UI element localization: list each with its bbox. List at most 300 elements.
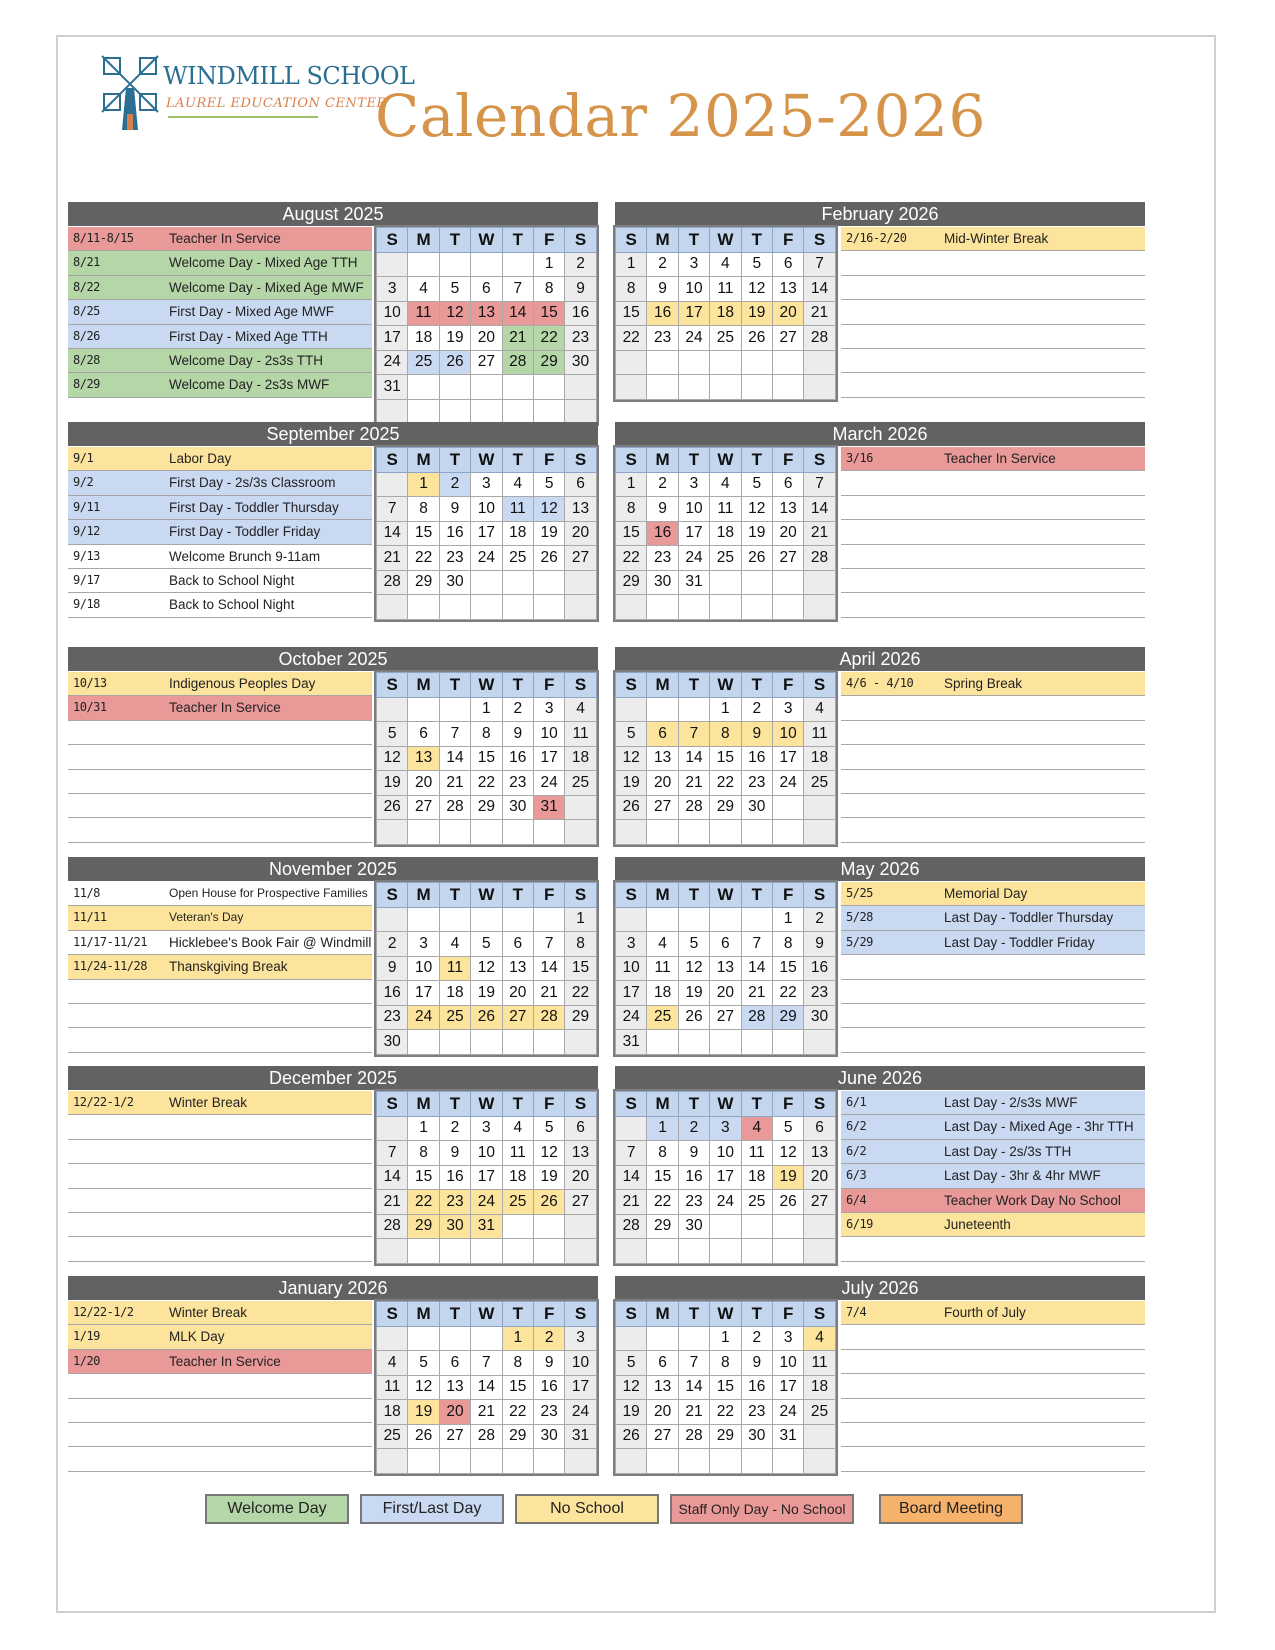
day-cell[interactable]: 19	[741, 301, 772, 326]
day-cell[interactable]: 19	[439, 326, 470, 351]
day-cell[interactable]: 9	[647, 277, 678, 302]
day-cell[interactable]	[439, 375, 470, 400]
day-cell[interactable]: 11	[377, 1375, 408, 1400]
day-cell[interactable]: 6	[565, 472, 596, 497]
day-cell[interactable]	[471, 399, 502, 424]
day-cell[interactable]	[616, 1239, 647, 1264]
day-cell[interactable]: 19	[471, 981, 502, 1006]
day-cell[interactable]: 30	[377, 1030, 408, 1055]
day-cell[interactable]	[502, 570, 533, 595]
day-cell[interactable]	[471, 375, 502, 400]
day-cell[interactable]: 26	[616, 795, 647, 820]
day-cell[interactable]: 20	[804, 1165, 835, 1190]
day-cell[interactable]	[533, 907, 564, 932]
day-cell[interactable]: 20	[565, 1165, 596, 1190]
day-cell[interactable]	[439, 1239, 470, 1264]
day-cell[interactable]	[533, 1214, 564, 1239]
day-cell[interactable]: 23	[439, 1190, 470, 1215]
day-cell[interactable]: 14	[678, 1375, 709, 1400]
day-cell[interactable]: 18	[710, 301, 741, 326]
day-cell[interactable]	[502, 1214, 533, 1239]
day-cell[interactable]: 11	[502, 497, 533, 522]
day-cell[interactable]: 18	[502, 521, 533, 546]
day-cell[interactable]: 30	[502, 795, 533, 820]
day-cell[interactable]	[439, 252, 470, 277]
day-cell[interactable]: 13	[565, 497, 596, 522]
day-cell[interactable]: 22	[471, 771, 502, 796]
day-cell[interactable]: 21	[616, 1190, 647, 1215]
day-cell[interactable]: 13	[408, 746, 439, 771]
day-cell[interactable]	[741, 1030, 772, 1055]
day-cell[interactable]	[533, 1449, 564, 1474]
day-cell[interactable]: 24	[678, 326, 709, 351]
day-cell[interactable]: 5	[439, 277, 470, 302]
day-cell[interactable]	[678, 1449, 709, 1474]
day-cell[interactable]: 18	[741, 1165, 772, 1190]
day-cell[interactable]: 21	[377, 1190, 408, 1215]
day-cell[interactable]: 27	[439, 1424, 470, 1449]
day-cell[interactable]: 12	[377, 746, 408, 771]
day-cell[interactable]	[502, 375, 533, 400]
day-cell[interactable]: 15	[502, 1375, 533, 1400]
day-cell[interactable]: 5	[377, 722, 408, 747]
day-cell[interactable]	[377, 820, 408, 845]
day-cell[interactable]	[533, 399, 564, 424]
day-cell[interactable]: 3	[565, 1326, 596, 1351]
day-cell[interactable]: 7	[377, 1141, 408, 1166]
day-cell[interactable]	[565, 1449, 596, 1474]
day-cell[interactable]: 3	[377, 277, 408, 302]
day-cell[interactable]	[647, 1239, 678, 1264]
day-cell[interactable]	[533, 375, 564, 400]
day-cell[interactable]	[710, 820, 741, 845]
day-cell[interactable]: 23	[439, 546, 470, 571]
day-cell[interactable]: 10	[471, 1141, 502, 1166]
day-cell[interactable]: 27	[565, 546, 596, 571]
day-cell[interactable]: 9	[502, 722, 533, 747]
day-cell[interactable]: 21	[804, 521, 835, 546]
day-cell[interactable]	[616, 820, 647, 845]
day-cell[interactable]: 4	[804, 697, 835, 722]
day-cell[interactable]	[741, 350, 772, 375]
day-cell[interactable]: 24	[471, 1190, 502, 1215]
day-cell[interactable]	[533, 595, 564, 620]
day-cell[interactable]: 20	[439, 1400, 470, 1425]
day-cell[interactable]: 30	[741, 795, 772, 820]
day-cell[interactable]	[678, 1326, 709, 1351]
day-cell[interactable]	[647, 1030, 678, 1055]
day-cell[interactable]	[408, 252, 439, 277]
day-cell[interactable]: 7	[678, 1351, 709, 1376]
day-cell[interactable]: 10	[408, 956, 439, 981]
day-cell[interactable]: 30	[678, 1214, 709, 1239]
day-cell[interactable]: 26	[772, 1190, 803, 1215]
day-cell[interactable]: 18	[439, 981, 470, 1006]
day-cell[interactable]: 13	[565, 1141, 596, 1166]
day-cell[interactable]: 4	[502, 472, 533, 497]
day-cell[interactable]	[772, 1239, 803, 1264]
day-cell[interactable]	[502, 1449, 533, 1474]
day-cell[interactable]: 8	[408, 497, 439, 522]
day-cell[interactable]: 30	[741, 1424, 772, 1449]
day-cell[interactable]: 6	[804, 1116, 835, 1141]
day-cell[interactable]: 29	[502, 1424, 533, 1449]
day-cell[interactable]: 12	[471, 956, 502, 981]
day-cell[interactable]: 20	[565, 521, 596, 546]
day-cell[interactable]: 29	[772, 1005, 803, 1030]
day-cell[interactable]: 28	[377, 570, 408, 595]
day-cell[interactable]	[678, 697, 709, 722]
day-cell[interactable]	[678, 350, 709, 375]
day-cell[interactable]	[804, 1239, 835, 1264]
day-cell[interactable]: 1	[408, 472, 439, 497]
day-cell[interactable]: 12	[772, 1141, 803, 1166]
day-cell[interactable]: 17	[408, 981, 439, 1006]
day-cell[interactable]	[377, 1326, 408, 1351]
day-cell[interactable]	[408, 1326, 439, 1351]
day-cell[interactable]: 12	[616, 1375, 647, 1400]
day-cell[interactable]: 1	[471, 697, 502, 722]
day-cell[interactable]: 2	[377, 932, 408, 957]
day-cell[interactable]: 2	[647, 472, 678, 497]
day-cell[interactable]: 11	[502, 1141, 533, 1166]
day-cell[interactable]: 30	[647, 570, 678, 595]
day-cell[interactable]: 22	[533, 326, 564, 351]
day-cell[interactable]: 1	[772, 907, 803, 932]
day-cell[interactable]	[772, 1030, 803, 1055]
day-cell[interactable]	[772, 595, 803, 620]
day-cell[interactable]	[741, 375, 772, 400]
day-cell[interactable]: 25	[647, 1005, 678, 1030]
day-cell[interactable]: 12	[533, 497, 564, 522]
day-cell[interactable]: 13	[772, 277, 803, 302]
day-cell[interactable]: 18	[710, 521, 741, 546]
day-cell[interactable]: 4	[377, 1351, 408, 1376]
day-cell[interactable]: 6	[772, 472, 803, 497]
day-cell[interactable]	[741, 1449, 772, 1474]
day-cell[interactable]	[377, 399, 408, 424]
day-cell[interactable]: 11	[439, 956, 470, 981]
day-cell[interactable]	[377, 697, 408, 722]
day-cell[interactable]: 16	[647, 301, 678, 326]
day-cell[interactable]	[710, 1030, 741, 1055]
day-cell[interactable]	[471, 1030, 502, 1055]
day-cell[interactable]: 24	[772, 771, 803, 796]
day-cell[interactable]: 8	[710, 1351, 741, 1376]
day-cell[interactable]: 7	[804, 252, 835, 277]
day-cell[interactable]: 4	[565, 697, 596, 722]
day-cell[interactable]: 16	[377, 981, 408, 1006]
day-cell[interactable]: 23	[533, 1400, 564, 1425]
day-cell[interactable]: 9	[565, 277, 596, 302]
day-cell[interactable]: 16	[741, 1375, 772, 1400]
day-cell[interactable]	[804, 795, 835, 820]
day-cell[interactable]: 6	[647, 1351, 678, 1376]
day-cell[interactable]: 10	[471, 497, 502, 522]
day-cell[interactable]	[616, 375, 647, 400]
day-cell[interactable]	[439, 1449, 470, 1474]
day-cell[interactable]: 28	[678, 795, 709, 820]
day-cell[interactable]: 14	[377, 521, 408, 546]
day-cell[interactable]: 26	[533, 1190, 564, 1215]
day-cell[interactable]: 28	[439, 795, 470, 820]
day-cell[interactable]: 3	[471, 472, 502, 497]
day-cell[interactable]: 26	[377, 795, 408, 820]
day-cell[interactable]: 30	[439, 570, 470, 595]
day-cell[interactable]	[710, 570, 741, 595]
day-cell[interactable]: 4	[741, 1116, 772, 1141]
day-cell[interactable]: 14	[804, 497, 835, 522]
day-cell[interactable]: 3	[533, 697, 564, 722]
day-cell[interactable]	[772, 795, 803, 820]
day-cell[interactable]	[647, 820, 678, 845]
day-cell[interactable]: 21	[678, 1400, 709, 1425]
day-cell[interactable]: 25	[804, 1400, 835, 1425]
day-cell[interactable]: 19	[616, 1400, 647, 1425]
day-cell[interactable]: 25	[502, 1190, 533, 1215]
day-cell[interactable]: 12	[616, 746, 647, 771]
day-cell[interactable]: 16	[678, 1165, 709, 1190]
day-cell[interactable]: 18	[565, 746, 596, 771]
day-cell[interactable]	[772, 570, 803, 595]
day-cell[interactable]: 9	[647, 497, 678, 522]
day-cell[interactable]: 17	[533, 746, 564, 771]
day-cell[interactable]: 27	[647, 1424, 678, 1449]
day-cell[interactable]	[710, 907, 741, 932]
day-cell[interactable]: 14	[678, 746, 709, 771]
day-cell[interactable]: 23	[502, 771, 533, 796]
day-cell[interactable]	[804, 1214, 835, 1239]
day-cell[interactable]: 26	[439, 350, 470, 375]
day-cell[interactable]: 2	[533, 1326, 564, 1351]
day-cell[interactable]: 17	[710, 1165, 741, 1190]
day-cell[interactable]: 22	[616, 326, 647, 351]
day-cell[interactable]: 18	[804, 1375, 835, 1400]
day-cell[interactable]	[772, 820, 803, 845]
day-cell[interactable]: 13	[439, 1375, 470, 1400]
day-cell[interactable]: 5	[616, 722, 647, 747]
day-cell[interactable]: 9	[804, 932, 835, 957]
day-cell[interactable]: 19	[772, 1165, 803, 1190]
day-cell[interactable]: 2	[439, 1116, 470, 1141]
day-cell[interactable]: 6	[772, 252, 803, 277]
day-cell[interactable]	[408, 595, 439, 620]
day-cell[interactable]: 23	[565, 326, 596, 351]
day-cell[interactable]	[804, 1424, 835, 1449]
day-cell[interactable]: 16	[565, 301, 596, 326]
day-cell[interactable]: 21	[678, 771, 709, 796]
day-cell[interactable]: 3	[678, 252, 709, 277]
day-cell[interactable]: 15	[772, 956, 803, 981]
day-cell[interactable]	[439, 595, 470, 620]
day-cell[interactable]: 6	[502, 932, 533, 957]
day-cell[interactable]	[710, 350, 741, 375]
day-cell[interactable]	[439, 907, 470, 932]
day-cell[interactable]: 18	[502, 1165, 533, 1190]
day-cell[interactable]	[502, 907, 533, 932]
day-cell[interactable]: 9	[377, 956, 408, 981]
day-cell[interactable]: 24	[533, 771, 564, 796]
day-cell[interactable]	[408, 1030, 439, 1055]
day-cell[interactable]: 7	[502, 277, 533, 302]
day-cell[interactable]: 12	[439, 301, 470, 326]
day-cell[interactable]	[471, 1239, 502, 1264]
day-cell[interactable]: 1	[408, 1116, 439, 1141]
day-cell[interactable]: 5	[741, 472, 772, 497]
day-cell[interactable]: 15	[616, 521, 647, 546]
day-cell[interactable]: 25	[408, 350, 439, 375]
day-cell[interactable]: 19	[377, 771, 408, 796]
day-cell[interactable]	[710, 595, 741, 620]
day-cell[interactable]: 26	[408, 1424, 439, 1449]
day-cell[interactable]	[616, 1116, 647, 1141]
day-cell[interactable]	[565, 1239, 596, 1264]
day-cell[interactable]: 15	[471, 746, 502, 771]
day-cell[interactable]: 28	[804, 546, 835, 571]
day-cell[interactable]: 29	[710, 1424, 741, 1449]
day-cell[interactable]: 5	[533, 472, 564, 497]
day-cell[interactable]: 22	[408, 546, 439, 571]
day-cell[interactable]: 10	[678, 277, 709, 302]
day-cell[interactable]: 21	[533, 981, 564, 1006]
day-cell[interactable]	[471, 252, 502, 277]
day-cell[interactable]: 14	[804, 277, 835, 302]
day-cell[interactable]	[408, 399, 439, 424]
day-cell[interactable]	[741, 1214, 772, 1239]
day-cell[interactable]: 13	[772, 497, 803, 522]
day-cell[interactable]: 11	[710, 497, 741, 522]
day-cell[interactable]	[565, 570, 596, 595]
day-cell[interactable]: 26	[471, 1005, 502, 1030]
day-cell[interactable]: 17	[377, 326, 408, 351]
day-cell[interactable]: 14	[377, 1165, 408, 1190]
day-cell[interactable]: 5	[616, 1351, 647, 1376]
day-cell[interactable]	[565, 1030, 596, 1055]
day-cell[interactable]: 7	[804, 472, 835, 497]
day-cell[interactable]	[533, 820, 564, 845]
day-cell[interactable]: 5	[678, 932, 709, 957]
day-cell[interactable]	[678, 820, 709, 845]
day-cell[interactable]: 7	[471, 1351, 502, 1376]
day-cell[interactable]: 28	[678, 1424, 709, 1449]
day-cell[interactable]	[804, 1449, 835, 1474]
day-cell[interactable]: 3	[710, 1116, 741, 1141]
day-cell[interactable]: 2	[565, 252, 596, 277]
day-cell[interactable]: 3	[616, 932, 647, 957]
day-cell[interactable]: 13	[710, 956, 741, 981]
day-cell[interactable]: 10	[772, 722, 803, 747]
day-cell[interactable]	[616, 907, 647, 932]
day-cell[interactable]: 18	[377, 1400, 408, 1425]
day-cell[interactable]: 9	[678, 1141, 709, 1166]
day-cell[interactable]: 14	[616, 1165, 647, 1190]
day-cell[interactable]: 28	[616, 1214, 647, 1239]
day-cell[interactable]: 26	[741, 326, 772, 351]
day-cell[interactable]: 12	[533, 1141, 564, 1166]
day-cell[interactable]: 13	[647, 1375, 678, 1400]
day-cell[interactable]: 1	[647, 1116, 678, 1141]
day-cell[interactable]: 9	[741, 1351, 772, 1376]
day-cell[interactable]: 7	[439, 722, 470, 747]
day-cell[interactable]: 21	[471, 1400, 502, 1425]
day-cell[interactable]: 23	[804, 981, 835, 1006]
day-cell[interactable]: 4	[439, 932, 470, 957]
day-cell[interactable]	[565, 375, 596, 400]
day-cell[interactable]: 13	[804, 1141, 835, 1166]
day-cell[interactable]: 31	[678, 570, 709, 595]
day-cell[interactable]: 28	[502, 350, 533, 375]
day-cell[interactable]: 19	[533, 521, 564, 546]
day-cell[interactable]: 29	[471, 795, 502, 820]
day-cell[interactable]: 11	[804, 1351, 835, 1376]
day-cell[interactable]: 16	[804, 956, 835, 981]
day-cell[interactable]: 1	[616, 252, 647, 277]
day-cell[interactable]	[741, 570, 772, 595]
day-cell[interactable]: 21	[804, 301, 835, 326]
day-cell[interactable]: 17	[471, 1165, 502, 1190]
day-cell[interactable]	[408, 907, 439, 932]
day-cell[interactable]	[741, 1239, 772, 1264]
day-cell[interactable]	[533, 1239, 564, 1264]
day-cell[interactable]: 26	[741, 546, 772, 571]
day-cell[interactable]: 4	[804, 1326, 835, 1351]
day-cell[interactable]: 5	[533, 1116, 564, 1141]
day-cell[interactable]: 3	[772, 1326, 803, 1351]
day-cell[interactable]: 11	[804, 722, 835, 747]
day-cell[interactable]	[678, 1239, 709, 1264]
day-cell[interactable]: 29	[710, 795, 741, 820]
day-cell[interactable]: 14	[439, 746, 470, 771]
day-cell[interactable]: 12	[678, 956, 709, 981]
day-cell[interactable]: 7	[377, 497, 408, 522]
day-cell[interactable]: 18	[408, 326, 439, 351]
day-cell[interactable]: 1	[502, 1326, 533, 1351]
day-cell[interactable]: 30	[565, 350, 596, 375]
day-cell[interactable]: 10	[616, 956, 647, 981]
day-cell[interactable]: 3	[408, 932, 439, 957]
day-cell[interactable]	[565, 820, 596, 845]
day-cell[interactable]: 15	[710, 1375, 741, 1400]
day-cell[interactable]: 19	[616, 771, 647, 796]
day-cell[interactable]: 27	[804, 1190, 835, 1215]
day-cell[interactable]: 13	[502, 956, 533, 981]
day-cell[interactable]: 1	[533, 252, 564, 277]
day-cell[interactable]: 4	[647, 932, 678, 957]
day-cell[interactable]	[741, 907, 772, 932]
day-cell[interactable]: 17	[565, 1375, 596, 1400]
day-cell[interactable]: 8	[647, 1141, 678, 1166]
day-cell[interactable]	[471, 1449, 502, 1474]
day-cell[interactable]: 1	[616, 472, 647, 497]
day-cell[interactable]: 20	[408, 771, 439, 796]
day-cell[interactable]: 16	[741, 746, 772, 771]
day-cell[interactable]: 23	[741, 771, 772, 796]
day-cell[interactable]: 17	[471, 521, 502, 546]
day-cell[interactable]: 20	[502, 981, 533, 1006]
day-cell[interactable]	[678, 595, 709, 620]
day-cell[interactable]: 1	[710, 697, 741, 722]
day-cell[interactable]: 22	[710, 771, 741, 796]
day-cell[interactable]: 24	[408, 1005, 439, 1030]
day-cell[interactable]: 26	[533, 546, 564, 571]
day-cell[interactable]: 7	[741, 932, 772, 957]
day-cell[interactable]: 31	[377, 375, 408, 400]
day-cell[interactable]: 27	[471, 350, 502, 375]
day-cell[interactable]	[710, 1214, 741, 1239]
day-cell[interactable]	[377, 1116, 408, 1141]
day-cell[interactable]: 11	[565, 722, 596, 747]
day-cell[interactable]: 23	[647, 546, 678, 571]
